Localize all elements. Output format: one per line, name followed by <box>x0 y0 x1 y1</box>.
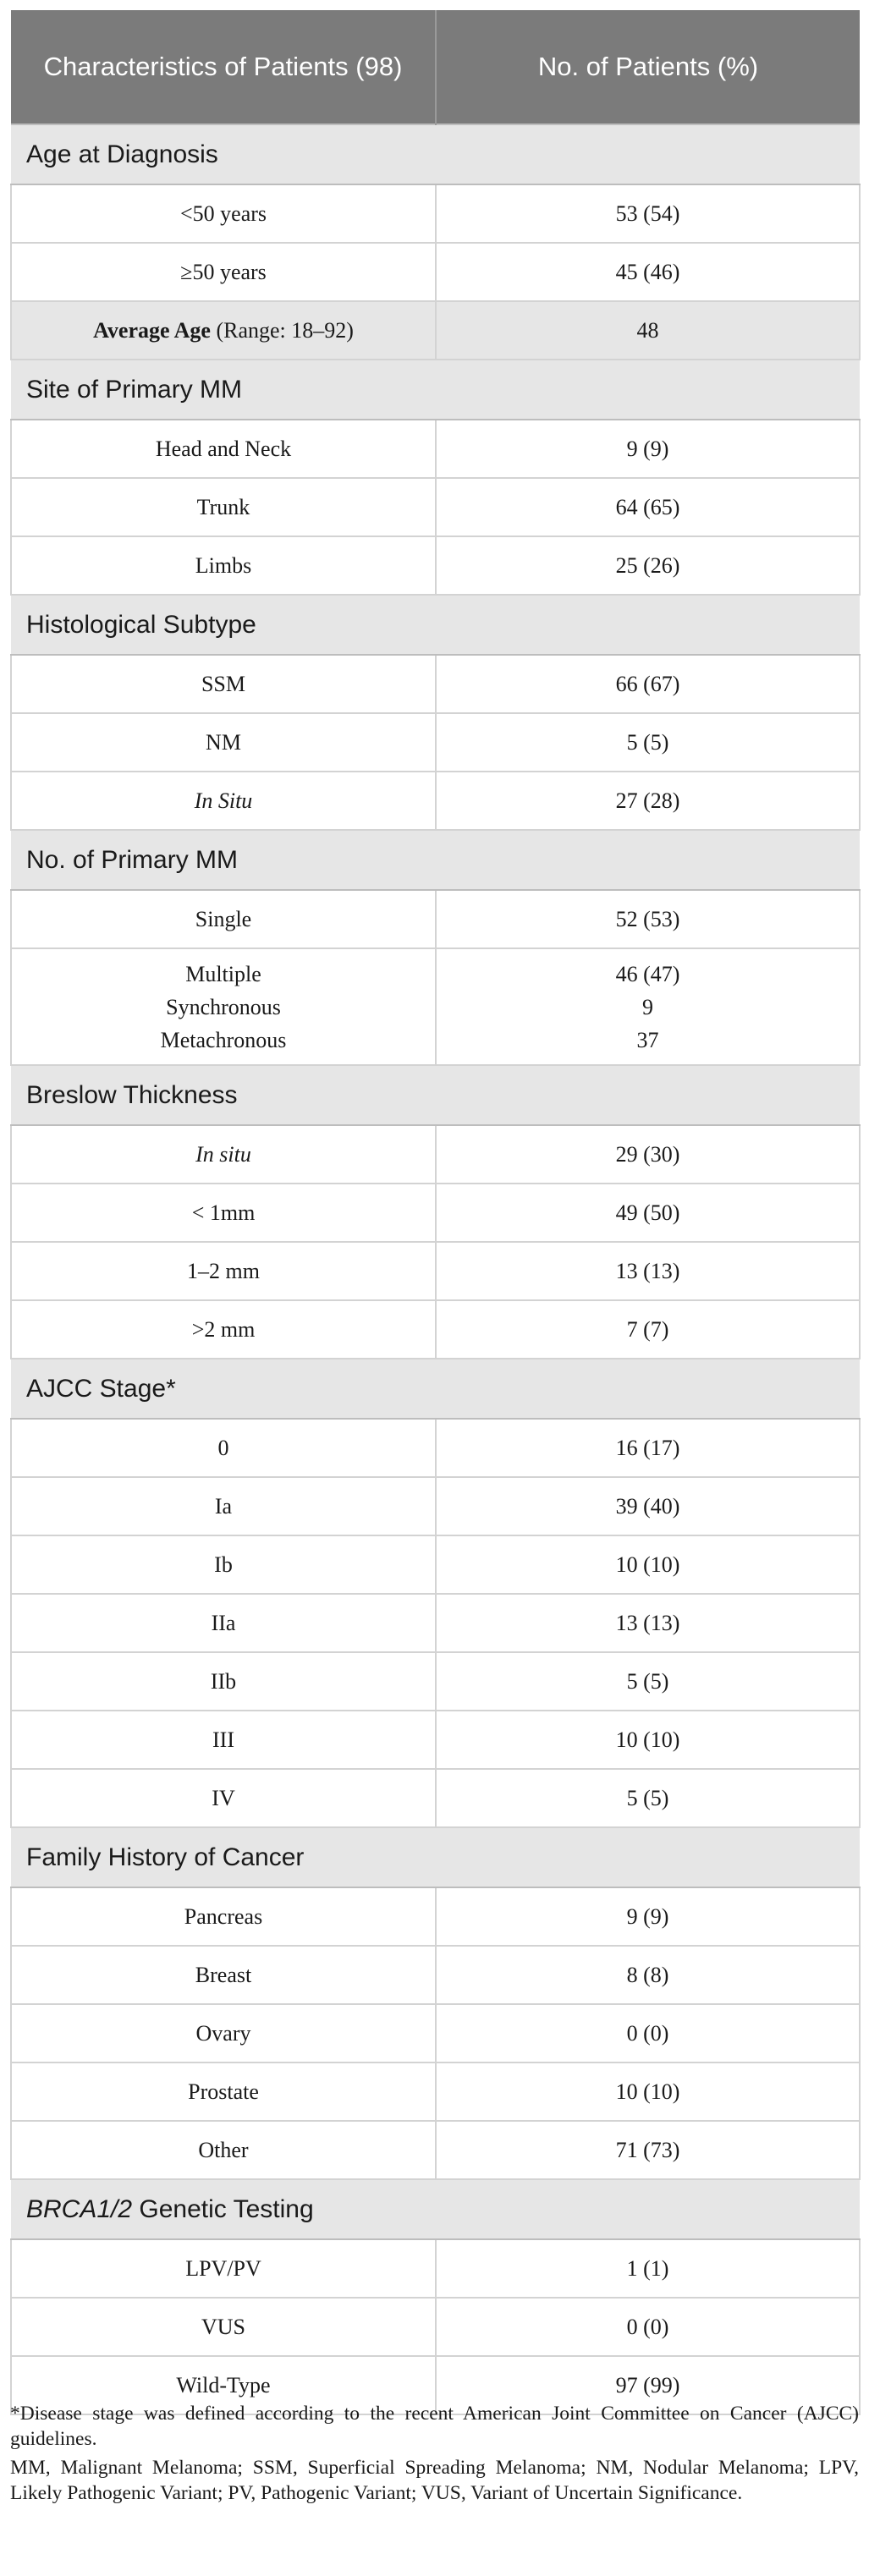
table-row <box>11 536 860 595</box>
row-label: Other <box>11 2121 436 2179</box>
row-label <box>11 948 436 1065</box>
table-row <box>11 2004 860 2062</box>
row-value: 29 (30) <box>436 1125 860 1184</box>
patient-characteristics-table <box>10 10 861 2415</box>
row-label: IV <box>11 1769 436 1827</box>
section-title <box>11 2179 860 2239</box>
table-row <box>11 2239 860 2298</box>
row-label: Ovary <box>11 2004 436 2062</box>
table-row <box>11 184 860 243</box>
row-value: 0 (0) <box>436 2004 860 2062</box>
row-value: 7 (7) <box>436 1300 860 1359</box>
table-footnotes <box>10 2401 859 2509</box>
footnote-abbreviations: MM, Malignant Melanoma; SSM, Superficial Spreading Melanoma; NM, Nodular Melanoma; LPV, Likely Pathogenic Variant; PV, Pathogenic Variant; VUS, Variant of Uncertain Significance. <box>10 2457 859 2504</box>
section-title: No. of Primary MM <box>11 830 860 890</box>
row-label: >2 mm <box>11 1300 436 1359</box>
row-value: 48 <box>436 301 860 360</box>
row-value: 1 (1) <box>436 2239 860 2298</box>
table-row <box>11 2121 860 2179</box>
table-row <box>11 1887 860 1946</box>
section-title: Breslow Thickness <box>11 1065 860 1125</box>
section-row-family-history <box>11 1827 860 1887</box>
value-metachronous: 37 <box>636 1027 659 1052</box>
row-value: 10 (10) <box>436 1535 860 1594</box>
row-label: Pancreas <box>11 1887 436 1946</box>
row-value: 10 (10) <box>436 1711 860 1769</box>
row-label <box>11 301 436 360</box>
section-title: Site of Primary MM <box>11 360 860 420</box>
row-label: 1–2 mm <box>11 1242 436 1300</box>
patient-characteristics-table-container <box>10 10 859 2415</box>
table-row <box>11 772 860 830</box>
table-row <box>11 1125 860 1184</box>
footnote-ajcc: *Disease stage was defined according to the recent American Joint Committee on Cancer (AJCC) guidelines. <box>10 2403 859 2450</box>
row-value: 16 (17) <box>436 1419 860 1477</box>
row-value: 97 (99) <box>436 2356 860 2414</box>
row-label: < 1mm <box>11 1184 436 1242</box>
row-value: 9 (9) <box>436 1887 860 1946</box>
section-row-no-of-primary-mm <box>11 830 860 890</box>
label-synchronous: Synchronous <box>166 994 281 1019</box>
label-metachronous: Metachronous <box>160 1027 287 1052</box>
table-row <box>11 655 860 713</box>
row-label: VUS <box>11 2298 436 2356</box>
table-row <box>11 2298 860 2356</box>
row-label: <50 years <box>11 184 436 243</box>
brca-gene-name: BRCA1/2 <box>26 2194 133 2223</box>
row-label: Head and Neck <box>11 420 436 478</box>
row-label: IIa <box>11 1594 436 1652</box>
table-header-row <box>11 10 860 124</box>
table-row <box>11 1184 860 1242</box>
row-label: Ia <box>11 1477 436 1535</box>
row-label: Prostate <box>11 2062 436 2121</box>
row-value: 10 (10) <box>436 2062 860 2121</box>
row-value: 45 (46) <box>436 243 860 301</box>
section-row-brca-genetic-testing <box>11 2179 860 2239</box>
value-synchronous: 9 <box>642 994 653 1019</box>
section-row-age-at-diagnosis <box>11 124 860 184</box>
row-value: 52 (53) <box>436 890 860 948</box>
table-row <box>11 1300 860 1359</box>
table-row <box>11 1242 860 1300</box>
row-value: 5 (5) <box>436 1769 860 1827</box>
row-label: 0 <box>11 1419 436 1477</box>
row-label: LPV/PV <box>11 2239 436 2298</box>
row-value: 66 (67) <box>436 655 860 713</box>
table-row <box>11 1535 860 1594</box>
table-row <box>11 478 860 536</box>
brca-title-rest: Genetic Testing <box>132 2194 314 2223</box>
row-value: 71 (73) <box>436 2121 860 2179</box>
table-row <box>11 1946 860 2004</box>
section-title: Family History of Cancer <box>11 1827 860 1887</box>
row-label: Limbs <box>11 536 436 595</box>
table-row <box>11 1594 860 1652</box>
section-title: Histological Subtype <box>11 595 860 655</box>
table-row <box>11 243 860 301</box>
table-row <box>11 420 860 478</box>
average-age-range: (Range: 18–92) <box>210 317 354 343</box>
section-title: AJCC Stage* <box>11 1359 860 1419</box>
row-value: 8 (8) <box>436 1946 860 2004</box>
row-label: Ib <box>11 1535 436 1594</box>
section-title: Age at Diagnosis <box>11 124 860 184</box>
row-label: NM <box>11 713 436 772</box>
row-value: 64 (65) <box>436 478 860 536</box>
table-row <box>11 1652 860 1711</box>
section-row-breslow-thickness <box>11 1065 860 1125</box>
section-row-histological-subtype <box>11 595 860 655</box>
table-row <box>11 2062 860 2121</box>
value-multiple: 46 (47) <box>615 961 680 986</box>
table-row <box>11 1711 860 1769</box>
table-row <box>11 890 860 948</box>
table-row-multiple <box>11 948 860 1065</box>
table-row <box>11 1769 860 1827</box>
row-label: In situ <box>11 1125 436 1184</box>
row-label: ≥50 years <box>11 243 436 301</box>
row-value: 49 (50) <box>436 1184 860 1242</box>
header-no-of-patients: No. of Patients (%) <box>436 10 860 124</box>
row-value: 53 (54) <box>436 184 860 243</box>
row-label: Breast <box>11 1946 436 2004</box>
average-age-label: Average Age <box>93 317 211 343</box>
row-value: 39 (40) <box>436 1477 860 1535</box>
header-characteristics: Characteristics of Patients (98) <box>11 10 436 124</box>
row-label: SSM <box>11 655 436 713</box>
row-value: 13 (13) <box>436 1242 860 1300</box>
row-label: III <box>11 1711 436 1769</box>
label-multiple: Multiple <box>185 961 261 986</box>
row-value <box>436 948 860 1065</box>
row-label: Trunk <box>11 478 436 536</box>
section-row-site-of-primary-mm <box>11 360 860 420</box>
row-value: 5 (5) <box>436 713 860 772</box>
row-value: 13 (13) <box>436 1594 860 1652</box>
table-row <box>11 1477 860 1535</box>
row-label: IIb <box>11 1652 436 1711</box>
table-row <box>11 713 860 772</box>
row-value: 5 (5) <box>436 1652 860 1711</box>
table-row <box>11 1419 860 1477</box>
row-label: Wild-Type <box>11 2356 436 2414</box>
row-value: 25 (26) <box>436 536 860 595</box>
row-value: 27 (28) <box>436 772 860 830</box>
section-row-ajcc-stage <box>11 1359 860 1419</box>
table-row-average-age <box>11 301 860 360</box>
row-value: 9 (9) <box>436 420 860 478</box>
row-value: 0 (0) <box>436 2298 860 2356</box>
row-label: In Situ <box>11 772 436 830</box>
row-label: Single <box>11 890 436 948</box>
